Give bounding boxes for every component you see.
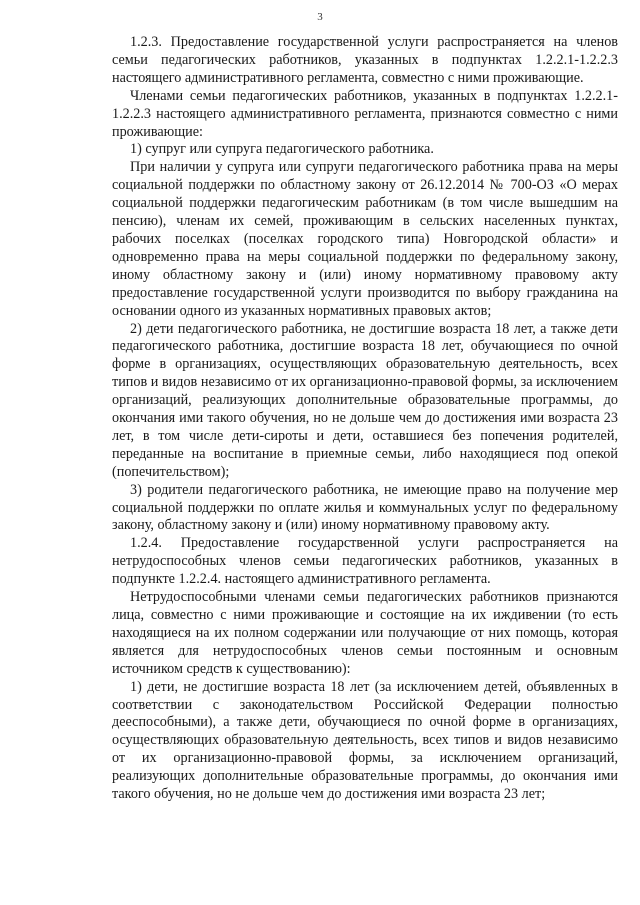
- paragraph-spouse-rights: При наличии у супруга или супруги педагогического работника права на меры социальной поддержки по областному закону от 26.12.2014 № 700-ОЗ «О мерах социальной поддержки педагогическим работникам (в том числе вышедшим на пенсию), членам их семей, проживающим в сельских населенных пунктах, рабочих поселках (поселках городского типа) Новгородской области» и одновременно права на меры социальной поддержки по федеральному закону, иному областному закону и (или) иному нормативному правовому акту предоставление государственной услуги производится по выбору гражданина на основании одного из указанных нормативных правовых актов;: [112, 159, 618, 319]
- list-item-spouse: 1) супруг или супруга педагогического работника.: [130, 141, 434, 158]
- page-number: 3: [317, 11, 323, 23]
- list-item-children: 2) дети педагогического работника, не достигшие возраста 18 лет, а также дети педагогического работника, достигшие возраста 18 лет, обучающиеся по очной форме в организациях, осуществляющих образовательную деятельность, всех типов и видов независимо от их организационно-правовой формы, за исключением организаций, реализующих дополнительные образовательные программы, до окончания ими такого обучения, но не дольше чем до достижения ими возраста 23 лет, в том числе дети-сироты и дети, оставшиеся без попечения родителей, переданные на воспитание в приемные семьи, либо находящиеся под опекой (попечительством);: [112, 320, 618, 480]
- paragraph-disabled-members-definition: Нетрудоспособными членами семьи педагогических работников признаются лица, совместно с ними проживающие и состоящие на их иждивении (то есть находящиеся на их полном содержании или получающие от них помощь, которая является для нетрудоспособных членов семьи постоянным и основным источником средств к существованию):: [112, 589, 618, 677]
- paragraph-1-2-4: 1.2.4. Предоставление государственной услуги распространяется на нетрудоспособных членов семьи педагогических работников, указанных в подпункте 1.2.2.4. настоящего административного регламента.: [112, 535, 618, 588]
- list-item-parents: 3) родители педагогического работника, не имеющие право на получение мер социальной поддержки по оплате жилья и коммунальных услуг по федеральному закону, областному закону и (или) иному нормативному правовому акту.: [112, 481, 618, 534]
- paragraph-1-2-3: 1.2.3. Предоставление государственной услуги распространяется на членов семьи педагогических работников, указанных в подпунктах 1.2.2.1-1.2.2.3 настоящего административного регламента, совместно с ними проживающие.: [112, 34, 618, 86]
- list-item-dependent-children: 1) дети, не достигшие возраста 18 лет (за исключением детей, объявленных в соответствии с законодательством Российской Федерации полностью дееспособными), а также дети, обучающиеся по очной форме в организациях, осуществляющих образовательную деятельность, всех типов и видов независимо от их организационно-правовой формы, за исключением организаций, реализующих дополнительные образовательные программы, до окончания ими такого обучения, но не дольше чем до достижения ими возраста 23 лет;: [112, 678, 618, 803]
- paragraph-family-members-definition: Членами семьи педагогических работников, указанных в подпунктах 1.2.2.1-1.2.2.3 настоящего административного регламента, признаются совместно с ними проживающие:: [112, 87, 618, 140]
